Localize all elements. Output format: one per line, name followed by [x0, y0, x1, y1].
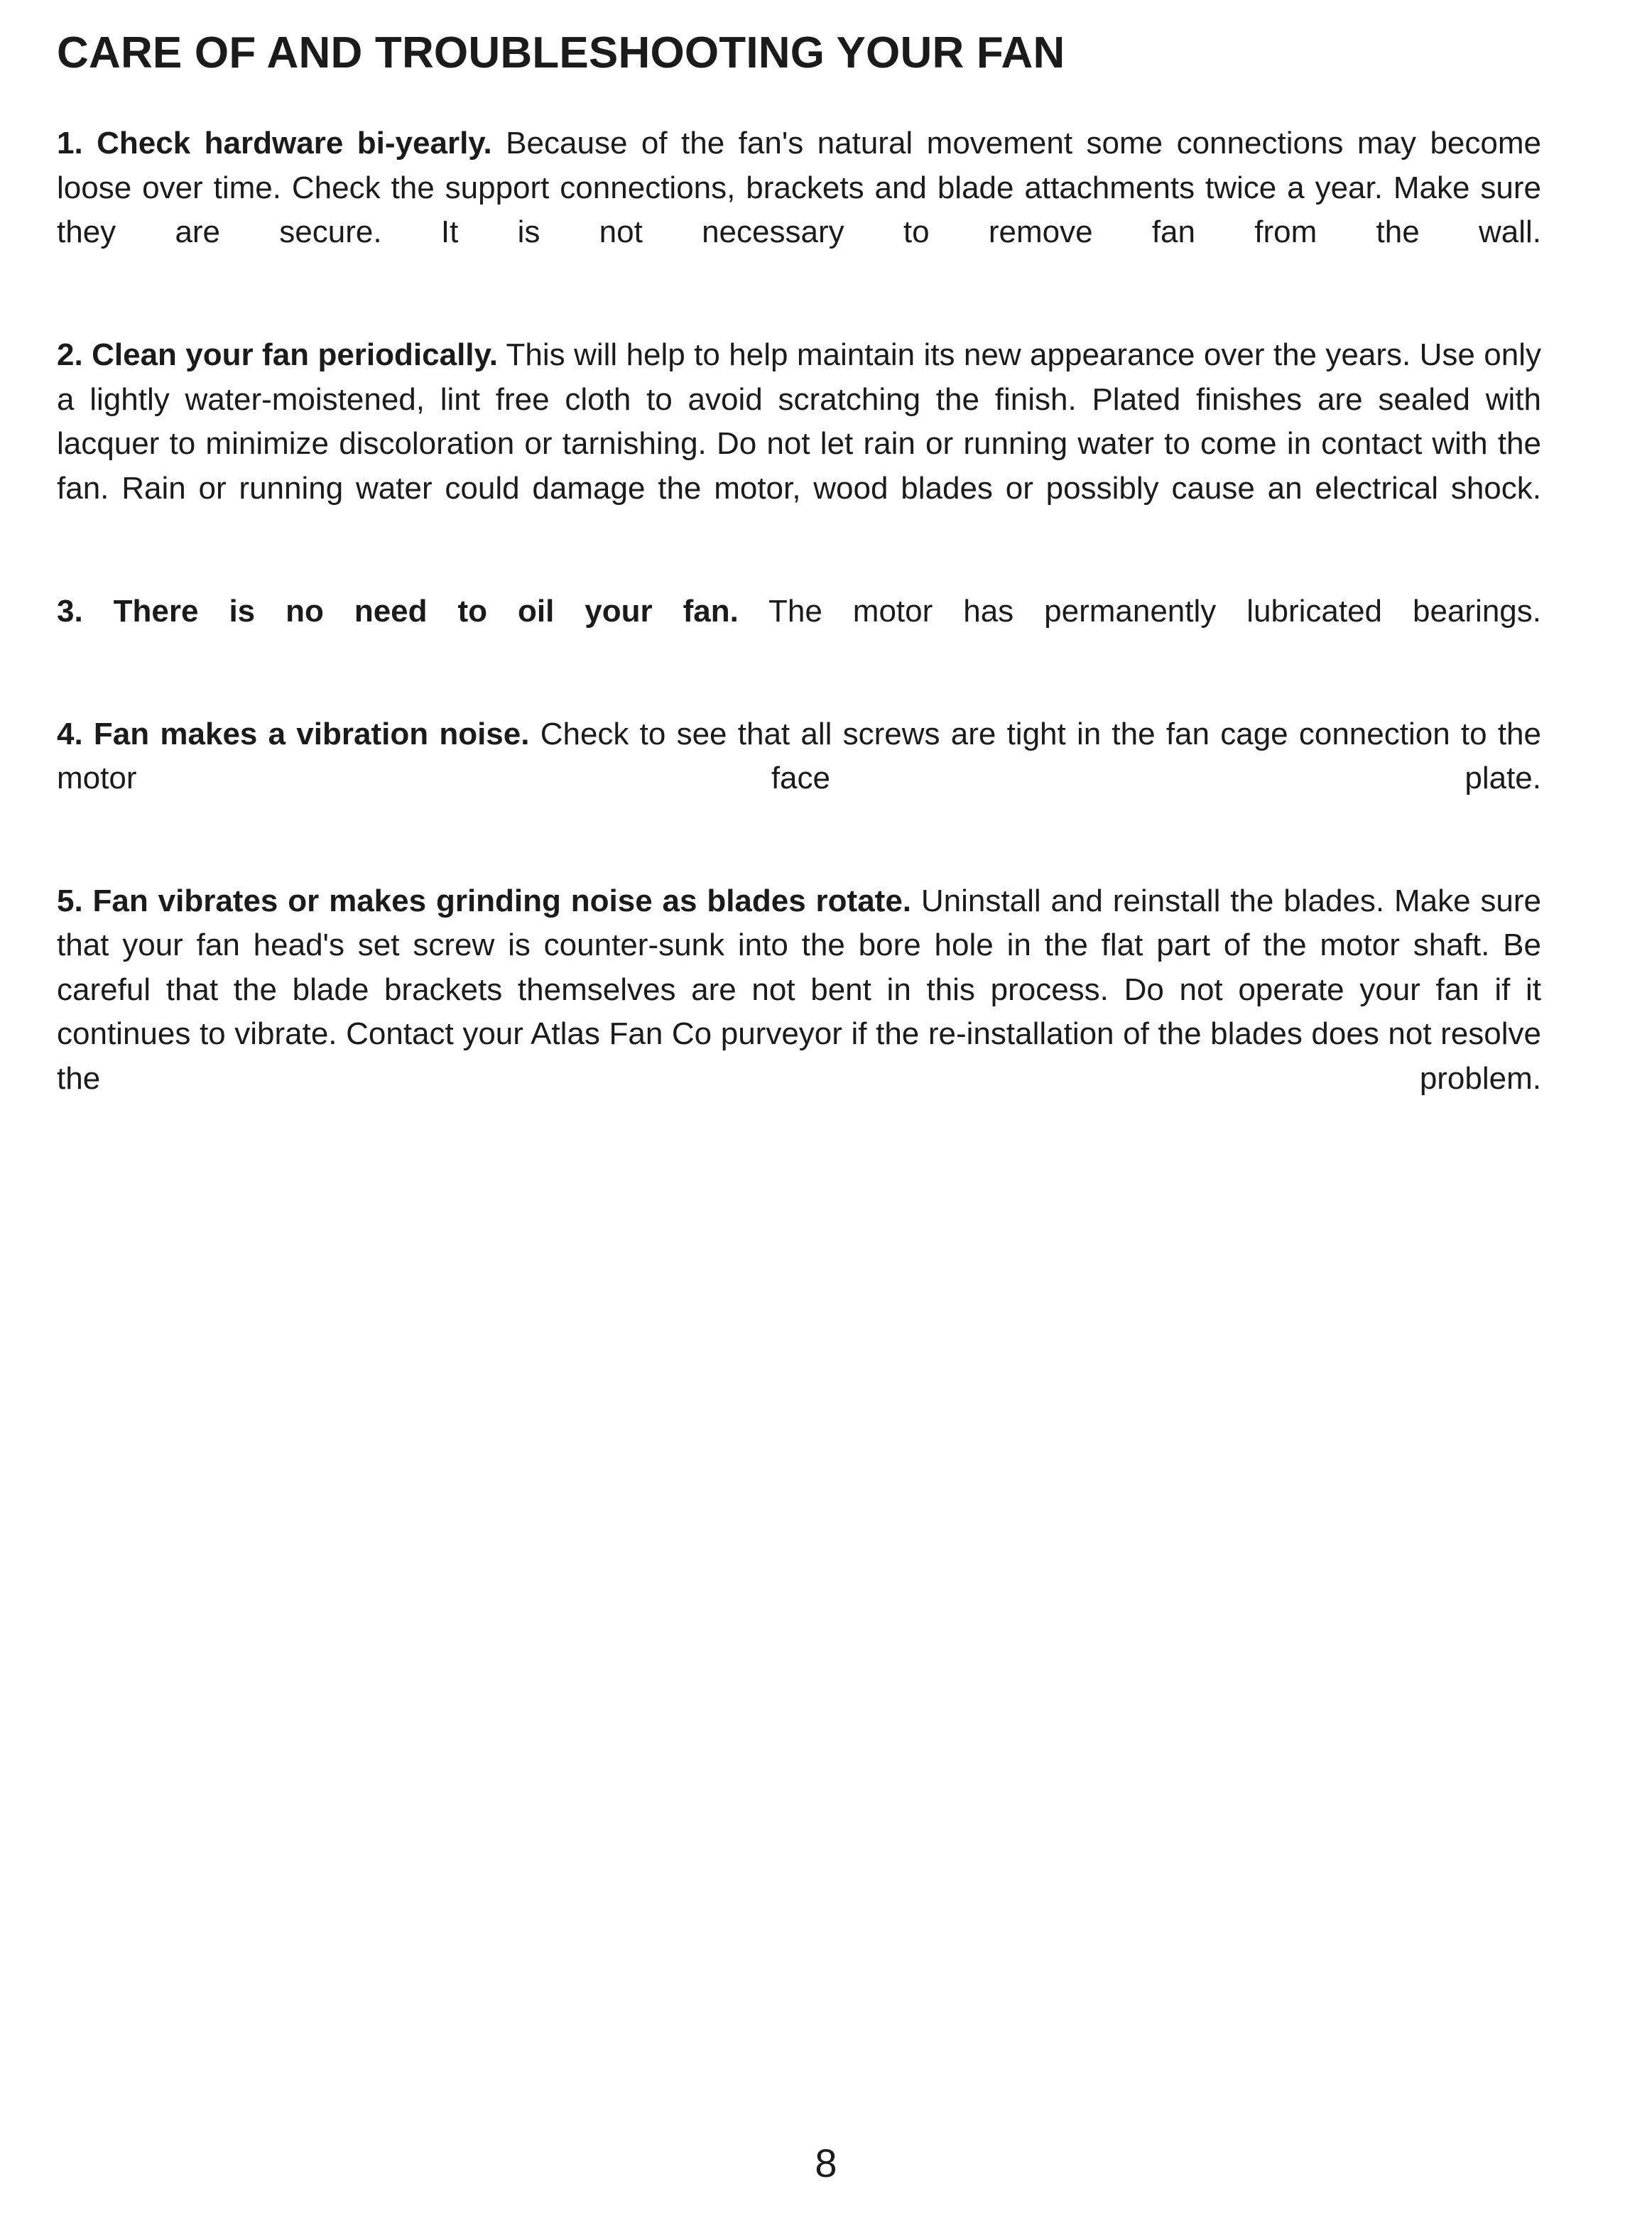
item-1-body: Because of the fan's natural movement some connections may become loose over time. Check the support connections, brackets and blade attachments twice a year. Make sure they are secure. It is not necessary to remove fan from the wall.: [57, 126, 1541, 250]
item-5-lead: 5. Fan vibrates or makes grinding noise as blades rotate.: [57, 884, 912, 918]
troubleshooting-item-4: [57, 712, 1541, 845]
item-1-lead: 1. Check hardware bi-yearly.: [57, 126, 492, 161]
item-3-lead: 3. There is no need to oil your fan.: [57, 593, 739, 629]
troubleshooting-item-5: [57, 879, 1541, 1146]
item-4-lead: 4. Fan makes a vibration noise.: [57, 716, 530, 751]
troubleshooting-item-1: [57, 121, 1541, 299]
item-3-body: The motor has permanently lubricated bearings.: [738, 593, 1542, 629]
item-4-body: Check to see that all screws are tight in the fan cage connection to the motor face plate.: [57, 716, 1541, 796]
page-title: CARE OF AND TROUBLESHOOTING YOUR FAN: [57, 28, 1065, 77]
item-5-body: Uninstall and reinstall the blades. Make sure that your fan head's set screw is counter-sunk into the bore hole in the flat part of the motor shaft. Be careful that the blade brackets themselves are not bent in this process. Do not operate your fan if it continues to vibrate. Contact your Atlas Fan Co purveyor if the re-installation of the blades does not resolve the problem.: [57, 884, 1541, 1096]
troubleshooting-item-2: [57, 333, 1541, 555]
document-body: [57, 121, 1541, 1145]
item-2-lead: 2. Clean your fan periodically.: [57, 337, 498, 373]
troubleshooting-item-3: [57, 589, 1541, 678]
item-2-body: This will help to help maintain its new appearance over the years. Use only a lightly water-moistened, lint free cloth to avoid scratching the finish. Plated finishes are sealed with lacquer to minimize discoloration or tarnishing. Do not let rain or running water to come in contact with the fan. Rain or running water could damage the motor, wood blades or possibly cause an electrical shock.: [57, 337, 1541, 506]
page-number: 8: [815, 2141, 837, 2185]
